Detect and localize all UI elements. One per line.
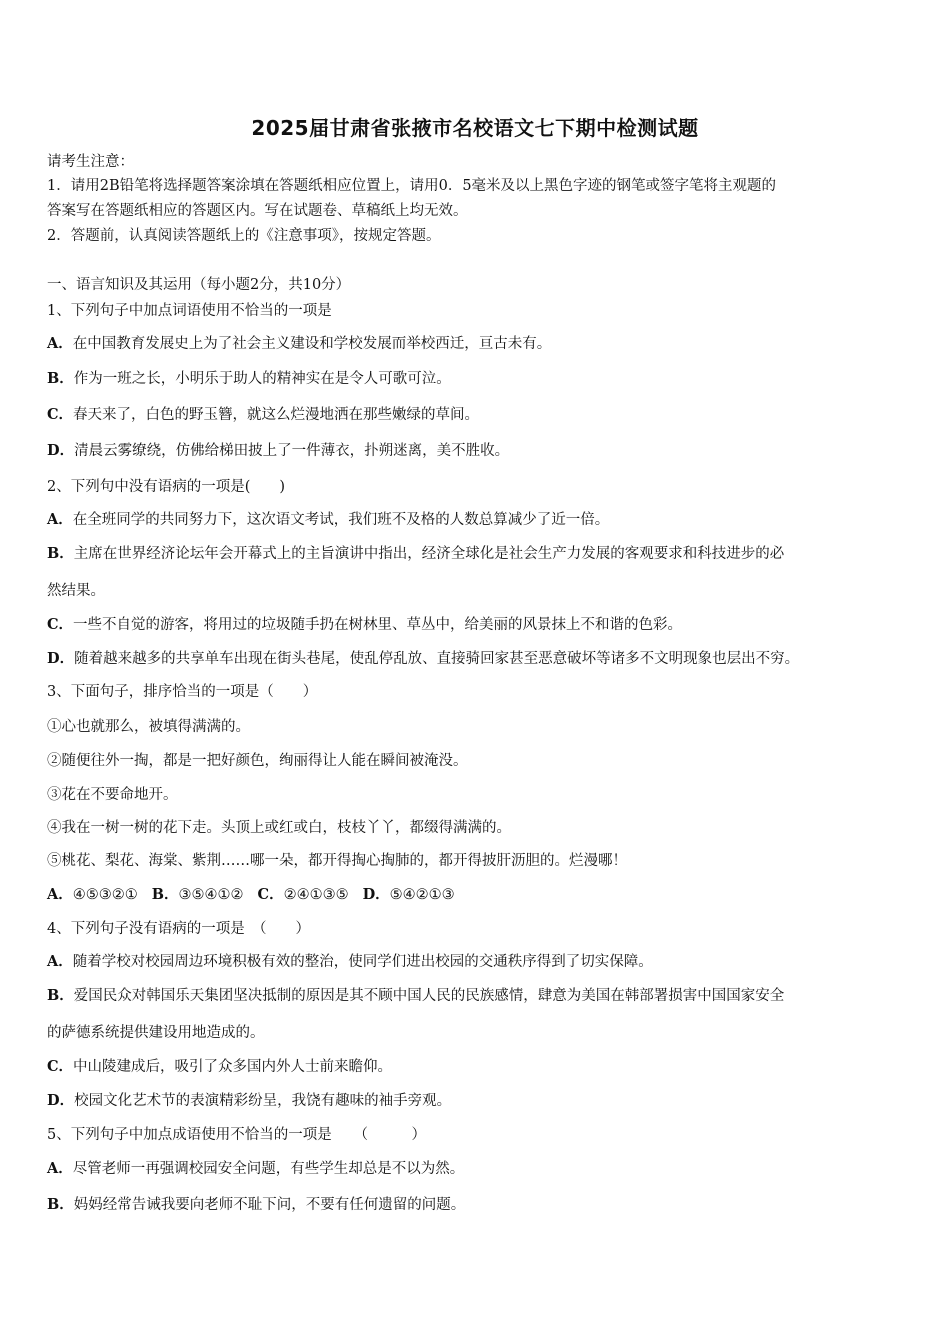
option-label: A． bbox=[47, 1160, 73, 1177]
question-4-option-d bbox=[47, 1090, 910, 1112]
option-text: 清晨云雾缭绕，仿佛给梯田披上了一件薄衣，扑朔迷离，美不胜收。 bbox=[74, 443, 510, 459]
option-label: C． bbox=[257, 886, 284, 903]
option-label: D． bbox=[47, 442, 75, 459]
question-3-sentence-3: ③花在不要命地开。 bbox=[47, 787, 178, 803]
question-3-sentence-2: ②随便往外一掏，都是一把好颜色，绚丽得让人能在瞬间被淹没。 bbox=[47, 753, 468, 769]
question-2-option-c bbox=[47, 614, 910, 636]
option-text: 春天来了，白色的野玉簪，就这么烂漫地洒在那些嫩绿的草间。 bbox=[73, 407, 480, 423]
option-text: 随着越来越多的共享单车出现在街头巷尾，使乱停乱放、直接骑回家甚至恶意破坏等诸多不文明现象也层出不穷。 bbox=[74, 651, 800, 667]
option-label: B． bbox=[47, 545, 74, 562]
question-4-option-a bbox=[47, 951, 910, 973]
option-text: ③⑤④①② bbox=[178, 887, 244, 903]
option-label: C． bbox=[47, 616, 74, 633]
option-label: C． bbox=[47, 406, 74, 423]
question-2-option-a bbox=[47, 509, 910, 531]
question-4-option-c bbox=[47, 1056, 910, 1078]
notice-item-1-line-2: 答案写在答题纸相应的答题区内。写在试题卷、草稿纸上均无效。 bbox=[47, 203, 468, 219]
option-label: B． bbox=[47, 1196, 74, 1213]
option-label: B． bbox=[151, 886, 179, 903]
question-3-sentence-5: ⑤桃花、梨花、海棠、紫荆……哪一朵，都开得掏心掏肺的，都开得披肝沥胆的。烂漫哪！ bbox=[47, 853, 627, 869]
option-text: ④⑤③②① bbox=[72, 887, 138, 903]
question-3-options bbox=[47, 884, 910, 906]
option-text: 在全班同学的共同努力下，这次语文考试，我们班不及格的人数总算减少了近一倍。 bbox=[72, 512, 610, 528]
question-1-option-d bbox=[47, 440, 910, 462]
option-text: 在中国教育发展史上为了社会主义建设和学校发展而举校西迁，亘古未有。 bbox=[72, 336, 552, 352]
notice-heading: 请考生注意： bbox=[47, 154, 134, 170]
question-1-option-b bbox=[47, 368, 910, 390]
option-text: 爱国民众对韩国乐天集团坚决抵制的原因是其不顾中国人民的民族感情，肆意为美国在韩部署损害中国国家安全 bbox=[73, 988, 785, 1004]
page-title: 2025届甘肃省张掖市名校语文七下期中检测试题 bbox=[251, 116, 699, 140]
option-label: B． bbox=[47, 370, 74, 387]
question-5-option-a bbox=[47, 1158, 910, 1180]
section-heading: 一、语言知识及其运用（每小题2分，共10分） bbox=[47, 277, 351, 293]
notice-item-2: 2．答题前，认真阅读答题纸上的《注意事项》，按规定答题。 bbox=[47, 228, 441, 244]
option-label: A． bbox=[47, 335, 73, 352]
option-text: 校园文化艺术节的表演精彩纷呈，我饶有趣味的袖手旁观。 bbox=[74, 1093, 452, 1109]
question-2-option-d bbox=[47, 648, 910, 670]
question-4-option-b bbox=[47, 985, 910, 1007]
question-4-option-b-continued: 的萨德系统提供建设用地造成的。 bbox=[47, 1025, 265, 1041]
option-label: A． bbox=[47, 511, 73, 528]
question-5-stem: 5、下列句子中加点成语使用不恰当的一项是 （ ） bbox=[47, 1127, 426, 1143]
question-2-option-b bbox=[47, 543, 910, 565]
question-3-stem: 3、下面句子，排序恰当的一项是（ ） bbox=[47, 684, 318, 700]
option-label: D． bbox=[362, 886, 390, 903]
question-1-option-c bbox=[47, 404, 910, 426]
option-label: D． bbox=[47, 650, 75, 667]
option-text: 尽管老师一再强调校园安全问题，有些学生却总是不以为然。 bbox=[72, 1161, 465, 1177]
option-text: ②④①③⑤ bbox=[283, 887, 349, 903]
option-text: 作为一班之长，小明乐于助人的精神实在是令人可歌可泣。 bbox=[73, 371, 451, 387]
option-label: A． bbox=[47, 953, 73, 970]
question-5-option-b bbox=[47, 1194, 910, 1216]
option-text: 中山陵建成后，吸引了众多国内外人士前来瞻仰。 bbox=[73, 1059, 393, 1075]
option-label: B． bbox=[47, 987, 74, 1004]
option-text: ⑤④②①③ bbox=[389, 887, 455, 903]
option-label: A． bbox=[47, 886, 73, 903]
question-2-option-b-continued: 然结果。 bbox=[47, 583, 105, 599]
question-1-option-a bbox=[47, 333, 910, 355]
option-label: D． bbox=[47, 1092, 75, 1109]
question-3-sentence-1: ①心也就那么，被填得满满的。 bbox=[47, 719, 250, 735]
question-3-sentence-4: ④我在一树一树的花下走。头顶上或红或白，枝枝丫丫，都缀得满满的。 bbox=[47, 820, 511, 836]
option-label: C． bbox=[47, 1058, 74, 1075]
question-1-stem: 1、下列句子中加点词语使用不恰当的一项是 bbox=[47, 303, 332, 319]
option-text: 主席在世界经济论坛年会开幕式上的主旨演讲中指出，经济全球化是社会生产力发展的客观要求和科技进步的必 bbox=[73, 546, 785, 562]
notice-item-1-line-1: 1．请用2B铅笔将选择题答案涂填在答题纸相应位置上，请用0．5毫米及以上黑色字迹的钢笔或签字笔将主观题的 bbox=[47, 178, 777, 194]
question-2-stem: 2、下列句中没有语病的一项是( ) bbox=[47, 479, 286, 495]
option-text: 妈妈经常告诫我要向老师不耻下问，不要有任何遗留的问题。 bbox=[73, 1197, 466, 1213]
option-text: 随着学校对校园周边环境积极有效的整治，使同学们进出校园的交通秩序得到了切实保障。 bbox=[72, 954, 653, 970]
question-4-stem: 4、下列句子没有语病的一项是 （ ） bbox=[47, 921, 310, 937]
option-text: 一些不自觉的游客，将用过的垃圾随手扔在树林里、草丛中，给美丽的风景抹上不和谐的色彩。 bbox=[73, 617, 683, 633]
